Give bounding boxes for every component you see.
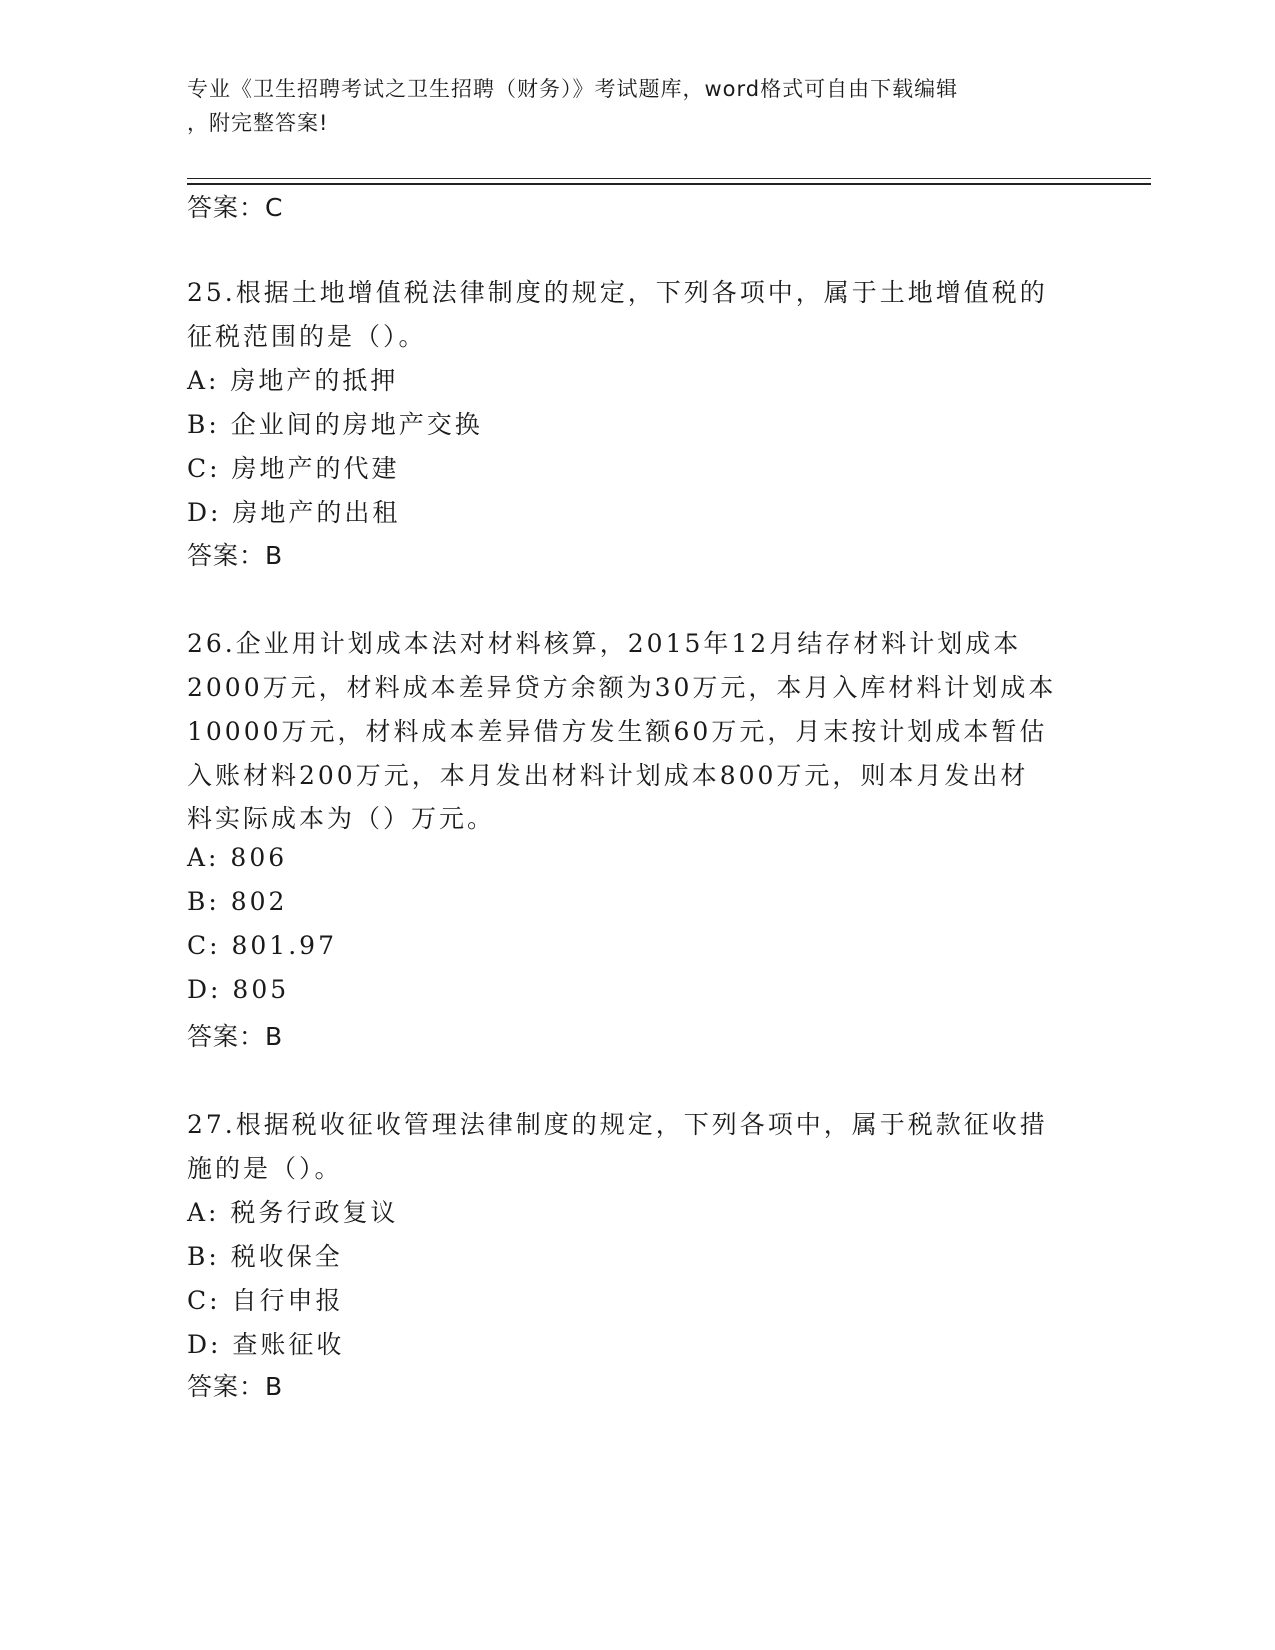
option-c: C: 801.97: [187, 931, 337, 960]
previous-answer: 答案：C: [187, 193, 284, 222]
option-d: D: 房地产的出租: [187, 498, 401, 527]
option-b: B: 税收保全: [187, 1242, 343, 1271]
header-divider-thin: [187, 178, 1151, 179]
header-divider-thick: [187, 183, 1151, 185]
option-b: B: 企业间的房地产交换: [187, 410, 483, 439]
answer: 答案：B: [187, 1372, 284, 1401]
option-d: D: 805: [187, 975, 290, 1004]
question-text-line: 征税范围的是（）。: [187, 322, 427, 351]
option-c: C: 自行申报: [187, 1286, 344, 1315]
option-a: A: 税务行政复议: [187, 1198, 399, 1227]
option-a: A: 房地产的抵押: [187, 366, 399, 395]
question-text-line: 施的是（）。: [187, 1154, 343, 1183]
header-line-2: ，附完整答案!: [187, 111, 329, 135]
option-c: C: 房地产的代建: [187, 454, 400, 483]
option-a: A: 806: [187, 843, 288, 872]
question-text-line: 入账材料200万元，本月发出材料计划成本800万元，则本月发出材: [187, 761, 1029, 790]
answer: 答案：B: [187, 541, 284, 570]
option-b: B: 802: [187, 887, 288, 916]
question-text-line: 26.企业用计划成本法对材料核算，2015年12月结存材料计划成本: [187, 629, 1022, 658]
question-text-line: 25.根据土地增值税法律制度的规定，下列各项中，属于土地增值税的: [187, 278, 1048, 307]
question-text-line: 10000万元，材料成本差异借方发生额60万元，月末按计划成本暂估: [187, 717, 1048, 746]
question-text-line: 料实际成本为（）万元。: [187, 804, 496, 833]
answer: 答案：B: [187, 1022, 284, 1051]
option-d: D: 查账征收: [187, 1330, 345, 1359]
header-line-1: 专业《卫生招聘考试之卫生招聘（财务）》考试题库，word格式可自由下载编辑: [187, 77, 959, 101]
question-text-line: 27.根据税收征收管理法律制度的规定，下列各项中，属于税款征收措: [187, 1110, 1048, 1139]
question-text-line: 2000万元，材料成本差异贷方余额为30万元，本月入库材料计划成本: [187, 673, 1057, 702]
document-header: [187, 72, 1067, 140]
